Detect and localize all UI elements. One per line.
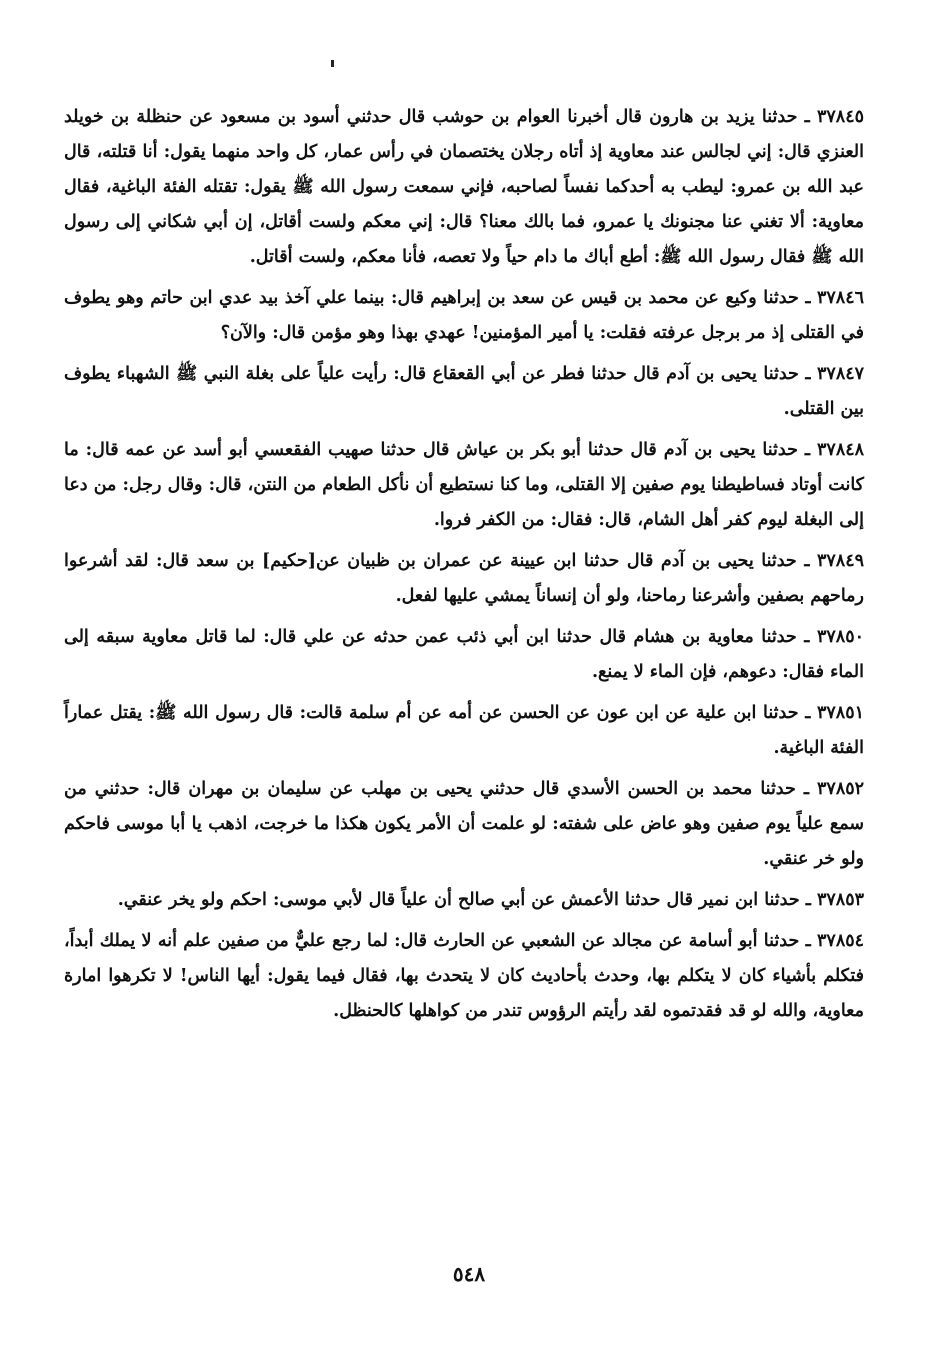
hadith-text: حدثنا يزيد بن هارون قال أخبرنا العوام بن حوشب قال حدثني أسود بن مسعود عن حنظلة بن خويلد العنزي قال: إني لجالس عند معاوية إذ أتاه رجلان يختصمان في رأس عمار، كل واحد منهما يقول: أنا قتلته، قال عبد الله بن عمرو: ليطب به أحدكما نفساً لصاحبه، فإني سمعت رسول الله ﷺ يقول: تقتله الفئة الباغية، فقال معاوية: ألا تغني عنا مجنونك يا عمرو، فما بالك معنا؟ قال: إني معكم ولست أقاتل، إن أبي شكاني إلى رسول الله ﷺ فقال رسول الله ﷺ: أطع أباك ما دام حياً ولا تعصه، فأنا معكم، ولست أقاتل. <box>64 107 864 267</box>
hadith-number: ٣٧٨٥٤ <box>817 931 865 951</box>
separator: ـ <box>798 288 817 308</box>
hadith-text: حدثنا يحيى بن آدم قال حدثنا أبو بكر بن عياش قال حدثنا صهيب الفقعسي أبو أسد عن عمه قال: ما كانت أوتاد فساطيطنا يوم صفين إلا القتلى، وما كنا نستطيع أن نأكل الطعام من النتن، قال: وقال رجل: من دعا إلى البغلة ليوم كفر أهل الشام، قال: فقال: من الكفر فروا. <box>64 440 864 530</box>
hadith-number: ٣٧٨٤٥ <box>817 107 864 127</box>
hadith-text: حدثنا وكيع عن محمد بن قيس عن سعد بن إبراهيم قال: بينما علي آخذ بيد عدي ابن حاتم وهو يطوف في القتلى إذ مر برجل عرفته فقلت: يا أمير المؤمنين! عهدي بهذا وهو مؤمن قال: والآن؟ <box>64 288 864 343</box>
hadith-text: حدثنا يحيى بن آدم قال حدثنا فطر عن أبي القعقاع قال: رأيت علياً على بغلة النبي ﷺ الشهباء يطوف بين القتلى. <box>64 364 864 419</box>
hadith-entry-37853 <box>64 883 864 918</box>
hadith-number: ٣٧٨٤٧ <box>817 364 865 384</box>
ink-mark <box>331 60 334 67</box>
separator: ـ <box>798 364 818 384</box>
separator: ـ <box>799 890 817 910</box>
separator: ـ <box>795 779 818 799</box>
hadith-number: ٣٧٨٥٢ <box>817 779 865 799</box>
hadith-number: ٣٧٨٥١ <box>817 703 864 723</box>
hadith-entry-37845 <box>64 100 864 275</box>
hadith-text: حدثنا محمد بن الحسن الأسدي قال حدثني يحيى بن مهلب عن سليمان بن مهران قال: حدثني من سمع علياً يوم صفين وهو عاض على شفته: لو علمت أن الأمر يكون هكذا ما خرجت، اذهب يا أبا موسى فاحكم ولو خر عنقي. <box>64 779 864 869</box>
hadith-entry-37850 <box>64 620 864 690</box>
hadith-text: حدثنا ابن نمير قال حدثنا الأعمش عن أبي صالح أن علياً قال لأبي موسى: احكم ولو يخر عنقي. <box>117 890 800 910</box>
separator: ـ <box>799 931 818 951</box>
hadith-number: ٣٧٨٤٨ <box>817 440 865 460</box>
hadith-entry-37848 <box>64 433 864 538</box>
hadith-entry-37852 <box>64 772 864 877</box>
hadith-number: ٣٧٨٥٠ <box>817 627 864 647</box>
separator: ـ <box>797 440 818 460</box>
separator: ـ <box>796 627 817 647</box>
hadith-text: حدثنا ابن علية عن ابن عون عن الحسن عن أمه عن أم سلمة قالت: قال رسول الله ﷺ: يقتل عماراً الفئة الباغية. <box>64 703 864 758</box>
hadith-text: حدثنا يحيى بن آدم قال حدثنا ابن عيينة عن عمران بن ظبيان عن[حكيم] بن سعد قال: لقد أشرعوا رماحهم بصفين وأشرعنا رماحنا، ولو أن إنساناً يمشي عليها لفعل. <box>64 551 864 606</box>
separator: ـ <box>797 107 817 127</box>
separator: ـ <box>798 703 817 723</box>
hadith-entry-37847 <box>64 357 864 427</box>
hadith-entry-37854 <box>64 924 864 1029</box>
page-number: ٥٤٨ <box>452 1262 486 1286</box>
hadith-number: ٣٧٨٤٦ <box>817 288 864 308</box>
separator: ـ <box>796 551 817 571</box>
hadith-number: ٣٧٨٤٩ <box>817 551 864 571</box>
hadith-entry-37849 <box>64 544 864 614</box>
hadith-text: حدثنا أبو أسامة عن مجالد عن الشعبي عن الحارث قال: لما رجع عليٌّ من صفين علم أنه لا يملك أبداً، فتكلم بأشياء كان لا يتكلم بها، وحدث بأحاديث كان لا يتحدث بها، فقال فيما يقول: أيها الناس! لا تكرهوا امارة معاوية، والله لو قد فقدتموه لقد رأيتم الرؤوس تندر من كواهلها كالحنظل. <box>64 931 864 1021</box>
hadith-text: حدثنا معاوية بن هشام قال حدثنا ابن أبي ذئب عمن حدثه عن علي قال: لما قاتل معاوية سبقه إلى الماء فقال: دعوهم، فإن الماء لا يمنع. <box>64 627 864 682</box>
hadith-list <box>64 100 864 1035</box>
hadith-entry-37846 <box>64 281 864 351</box>
hadith-entry-37851 <box>64 696 864 766</box>
hadith-number: ٣٧٨٥٣ <box>817 890 864 910</box>
